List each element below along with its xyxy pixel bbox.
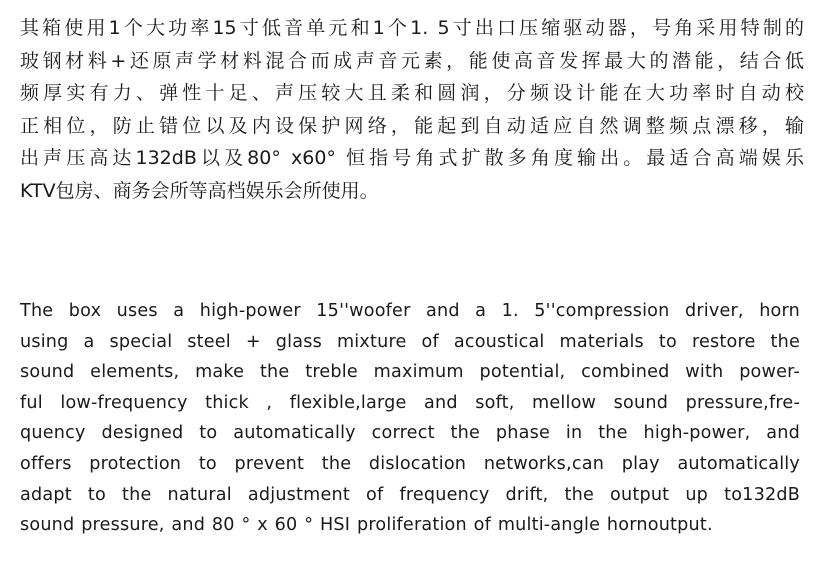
chinese-line: 频厚实有力、弹性十足、声压较大且柔和圆润，分频设计能在大功率时自动校 [20,82,804,105]
chinese-line: 出声压高达132dB以及80° x60° 恒指号角式扩散多角度输出。最适合高端娱乐 [20,147,804,170]
english-line: sound elements, make the treble maximum potential, combined with power- [20,362,800,383]
english-line: sound pressure, and 80 ° x 60 ° HSI proliferation of multi-angle hornoutput. [20,515,713,536]
english-line: The box uses a high-power 15''woofer and a 1. 5''compression driver, horn [20,301,800,321]
chinese-description [20,12,804,208]
english-line: ful low-frequency thick , flexible,large and soft, mellow sound pressure,fre- [20,392,800,413]
english-line: adapt to the natural adjustment of frequency drift, the output up to132dB [20,484,800,505]
english-line: using a special steel + glass mixture of acoustical materials to restore the [20,331,800,352]
chinese-line: 正相位，防止错位以及内设保护网络，能起到自动适应自然调整频点漂移，输 [20,114,804,137]
chinese-line: 其箱使用1个大功率15寸低音单元和1个1. 5寸出口压缩驱动器，号角采用特制的 [20,17,804,39]
chinese-line: KTV包房、商务会所等高档娱乐会所使用。 [20,179,379,202]
english-line: offers protection to prevent the dislocation networks,can play automatically [20,453,800,474]
english-line: quency designed to automatically correct the phase in the high-power, and [20,423,800,444]
english-description [20,296,800,541]
chinese-line: 玻钢材料+还原声学材料混合而成声音元素，能使高音发挥最大的潜能，结合低 [20,49,804,72]
